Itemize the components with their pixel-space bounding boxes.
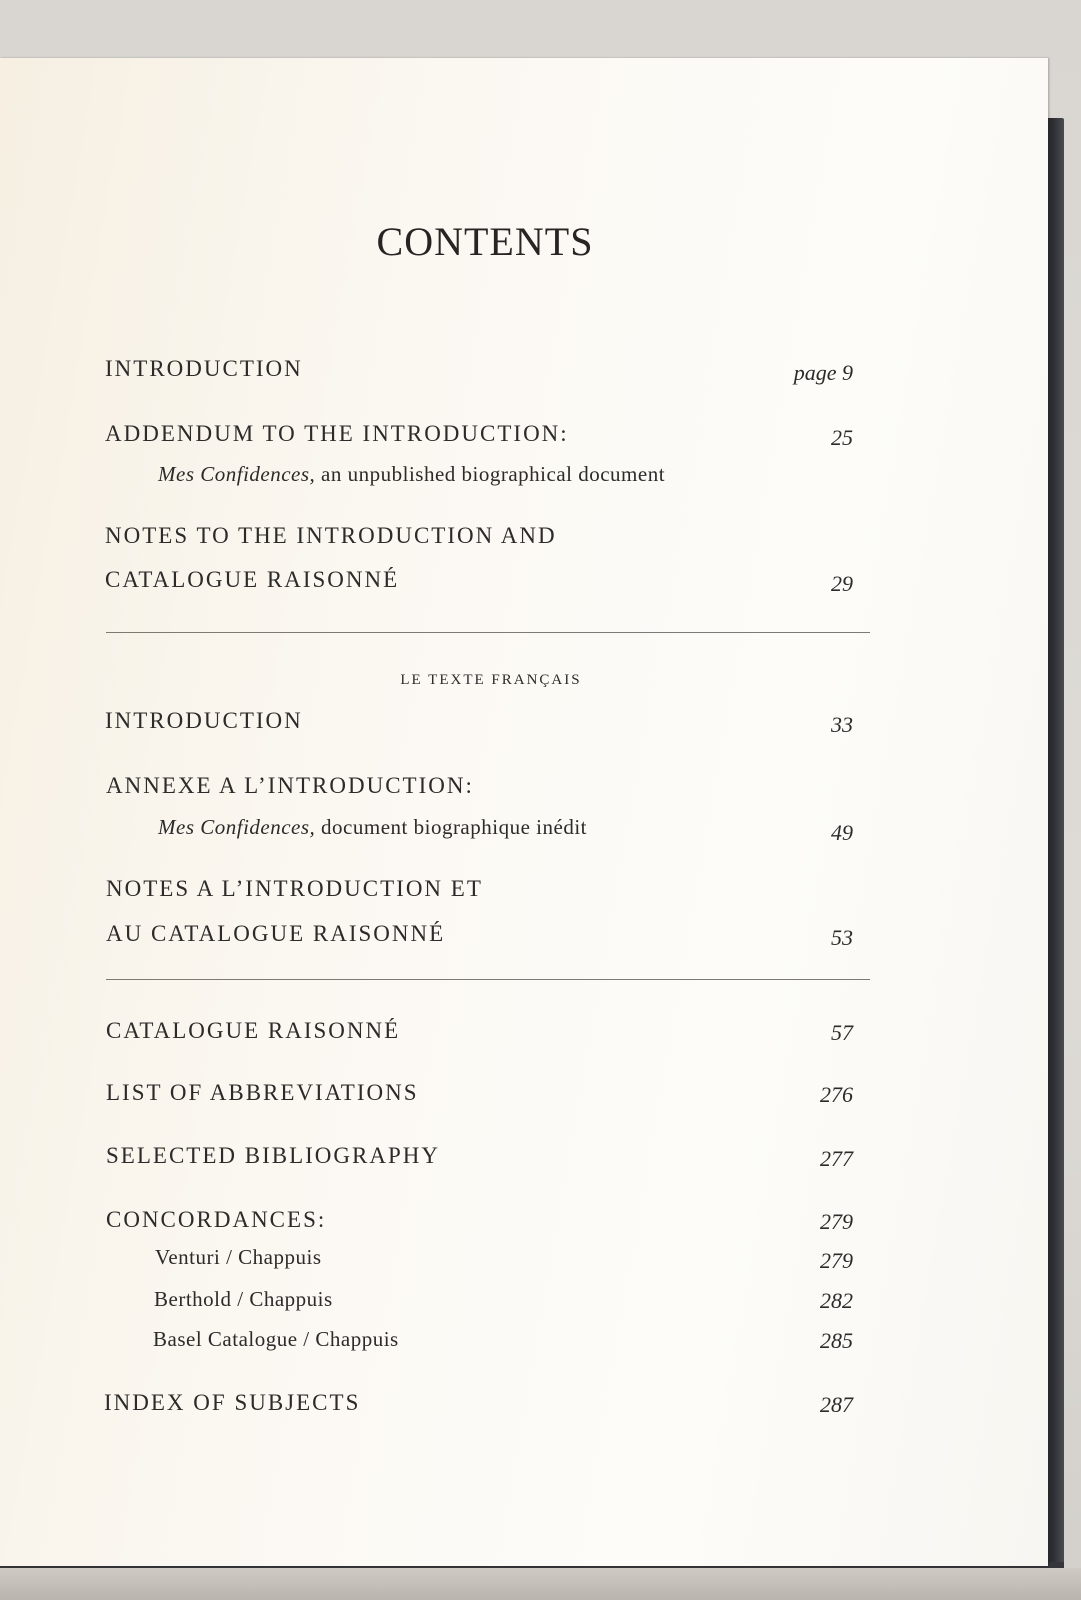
toc-intro-en-page: page 9	[793, 360, 853, 385]
toc-notes-fr-line1: NOTES A L’INTRODUCTION ET	[106, 876, 483, 901]
table-surface	[0, 1568, 1081, 1600]
toc-abbreviations-label: LIST OF ABBREVIATIONS	[106, 1080, 419, 1105]
section-divider	[106, 979, 870, 980]
toc-notes-en-line1: NOTES TO THE INTRODUCTION AND	[105, 523, 557, 548]
toc-intro-fr-label: INTRODUCTION	[105, 708, 303, 733]
toc-concordances-page: 279	[820, 1209, 853, 1234]
subtitle-rest: an unpublished biographical document	[315, 462, 666, 486]
toc-conc-venturi-label: Venturi / Chappuis	[155, 1245, 322, 1269]
toc-intro-fr-page: 33	[831, 712, 853, 737]
section-divider	[106, 632, 870, 633]
toc-bibliography-label: SELECTED BIBLIOGRAPHY	[106, 1143, 440, 1168]
subtitle-italic: Mes Confidences,	[158, 462, 316, 486]
toc-index-page: 287	[820, 1392, 853, 1417]
toc-catalogue-label: CATALOGUE RAISONNÉ	[106, 1018, 401, 1043]
toc-conc-venturi-page: 279	[820, 1248, 853, 1273]
toc-intro-en-label: INTRODUCTION	[105, 356, 303, 381]
toc-catalogue-page: 57	[831, 1020, 853, 1045]
toc-conc-berthold-label: Berthold / Chappuis	[154, 1287, 333, 1311]
toc-addendum-en-subtitle	[158, 462, 665, 487]
toc-annexe-fr-label: ANNEXE A L’INTRODUCTION:	[106, 773, 474, 798]
toc-addendum-en-label: ADDENDUM TO THE INTRODUCTION:	[105, 421, 569, 446]
toc-conc-berthold-page: 282	[820, 1288, 853, 1313]
toc-bibliography-page: 277	[820, 1146, 853, 1171]
toc-notes-en-line2: CATALOGUE RAISONNÉ	[105, 567, 400, 592]
toc-conc-basel-page: 285	[820, 1328, 853, 1353]
toc-annexe-fr-subtitle	[158, 815, 587, 840]
toc-concordances-label: CONCORDANCES:	[106, 1207, 327, 1232]
page-title: CONTENTS	[376, 219, 594, 264]
toc-notes-en-page: 29	[831, 571, 853, 596]
toc-addendum-en-page: 25	[831, 425, 853, 450]
subtitle-rest: document biographique inédit	[315, 815, 587, 839]
subtitle-italic: Mes Confidences,	[158, 815, 316, 839]
french-section-heading: LE TEXTE FRANÇAIS	[400, 672, 582, 688]
toc-index-label: INDEX OF SUBJECTS	[104, 1390, 361, 1415]
toc-notes-fr-line2: AU CATALOGUE RAISONNÉ	[106, 921, 446, 946]
toc-annexe-fr-page: 49	[831, 820, 853, 845]
toc-conc-basel-label: Basel Catalogue / Chappuis	[153, 1327, 399, 1351]
toc-abbreviations-page: 276	[820, 1082, 853, 1107]
toc-notes-fr-page: 53	[831, 925, 853, 950]
